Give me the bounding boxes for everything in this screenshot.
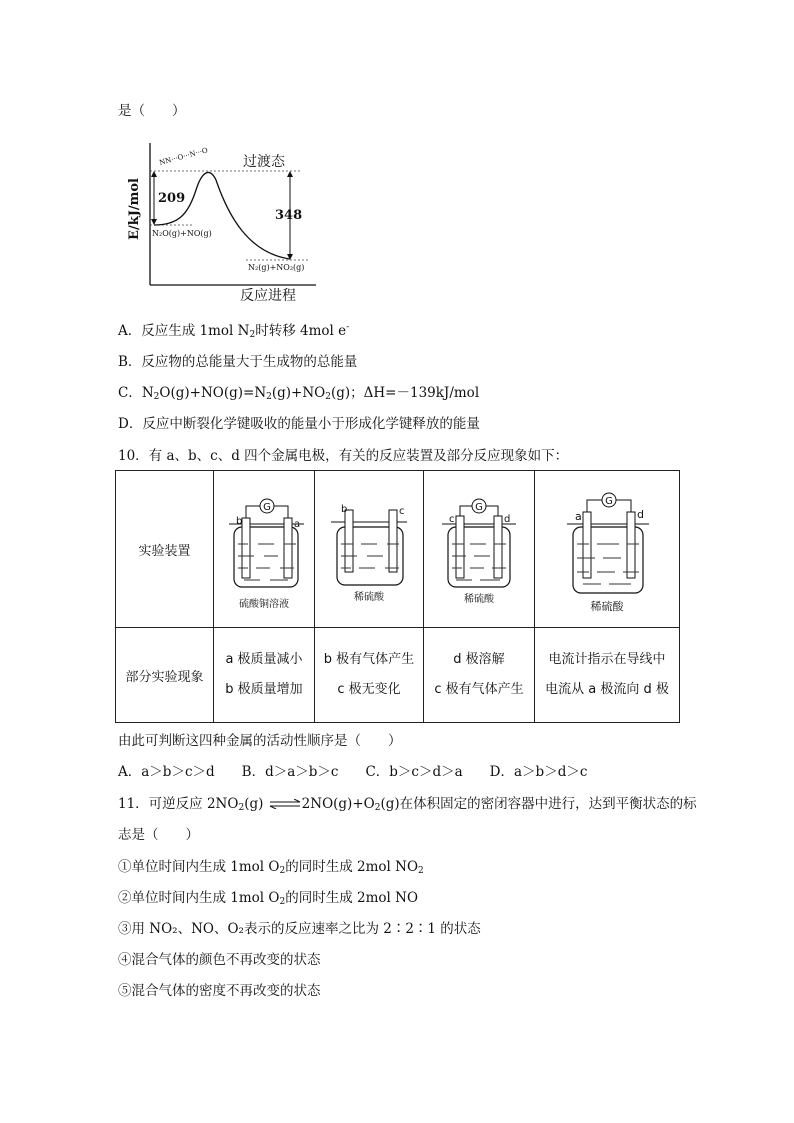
q11-stem: 11．可逆反应 $2NO_2(g)$ $2NO(g)+O_2(g)$在体积固定的密闭容器中进行，达到平衡状态的标: [118, 796, 697, 813]
x-axis-label: 反应进程: [240, 288, 296, 304]
setup-4: [535, 471, 680, 628]
solution-label-2: 稀硫酸: [354, 592, 384, 603]
svg-text:a: a: [575, 510, 582, 523]
transition-structure: NN···O···N···O: [158, 146, 209, 167]
q11-item-5: ⑤混合气体的密度不再改变的状态: [118, 983, 321, 999]
svg-text:G: G: [475, 502, 483, 513]
svg-text:b: b: [341, 504, 348, 515]
q11-item-2: ②单位时间内生成 1mol $O_2$的同时生成 2mol NO: [118, 890, 419, 907]
q9-option-b: B．反应物的总能量大于生成物的总能量: [118, 354, 358, 370]
experiment-table: [115, 470, 680, 723]
q9-option-c: C．$N_2O(g)+NO(g)=N_2(g)+NO_2(g)$；ΔH=－139kJ/mol: [118, 385, 480, 402]
transition-label: 过渡态: [243, 154, 285, 170]
setup-3: [424, 471, 535, 628]
ea-forward-value: 209: [158, 191, 186, 206]
q9-option-d: D．反应中断裂化学键吸收的能量小于形成化学键释放的能量: [118, 416, 480, 432]
observation-4: 电流计指示在导线中 电流从 a 极流向 d 极: [535, 628, 680, 723]
q10-options: A．a＞b＞c＞d B．d＞a＞b＞c C．b＞c＞d＞a D．a＞b＞d＞c: [118, 764, 588, 780]
q10-conclusion: 由此可判断这四种金属的活动性顺序是（ ）: [118, 733, 402, 749]
q11-item-4: ④混合气体的颜色不再改变的状态: [118, 952, 321, 968]
energy-diagram: [118, 135, 318, 307]
svg-text:c: c: [399, 506, 405, 517]
observation-1: a 极质量减小 b 极质量增加: [214, 628, 315, 723]
svg-text:b: b: [236, 516, 243, 527]
row-label-setup: 实验装置: [116, 471, 214, 628]
q11-item-3: ③用 NO₂、NO、O₂表示的反应速率之比为 2∶2∶1 的状态: [118, 921, 481, 937]
svg-text:a: a: [294, 519, 301, 530]
y-axis-label: E/kJ/mol: [127, 178, 142, 240]
q11-item-1: ①单位时间内生成 1mol $O_2$的同时生成 2mol $NO_2$: [118, 859, 424, 876]
solution-label-4: 稀硫酸: [590, 600, 624, 613]
setup-1: [214, 471, 315, 628]
observation-3: d 极溶解 c 极有气体产生: [424, 628, 535, 723]
q11-stem-line2: 志是（ ）: [118, 827, 199, 843]
svg-text:c: c: [449, 514, 455, 525]
reactants-label: N₂O(g)+NO(g): [152, 229, 212, 238]
reversible-arrow-icon: [268, 795, 302, 815]
solution-label-3: 稀硫酸: [464, 594, 494, 605]
products-label: N₂(g)+NO₂(g): [248, 263, 305, 272]
energy-curve: [154, 172, 290, 259]
solution-label-1: 硫酸铜溶液: [239, 599, 289, 610]
svg-text:G: G: [263, 502, 271, 513]
q9-option-a: A．反应生成 1mol $N_2$时转移 4mol e-: [118, 322, 350, 340]
ea-reverse-value: 348: [275, 208, 303, 223]
q9-tail: 是（ ）: [118, 103, 186, 119]
svg-text:d: d: [504, 514, 511, 525]
setup-2: [315, 471, 424, 628]
row-label-observations: 部分实验现象: [116, 628, 214, 723]
observation-2: b 极有气体产生 c 极无变化: [315, 628, 424, 723]
svg-text:G: G: [605, 496, 613, 507]
q10-stem: 10．有 a、b、c、d 四个金属电极，有关的反应装置及部分反应现象如下：: [118, 448, 569, 464]
svg-text:d: d: [637, 508, 644, 521]
